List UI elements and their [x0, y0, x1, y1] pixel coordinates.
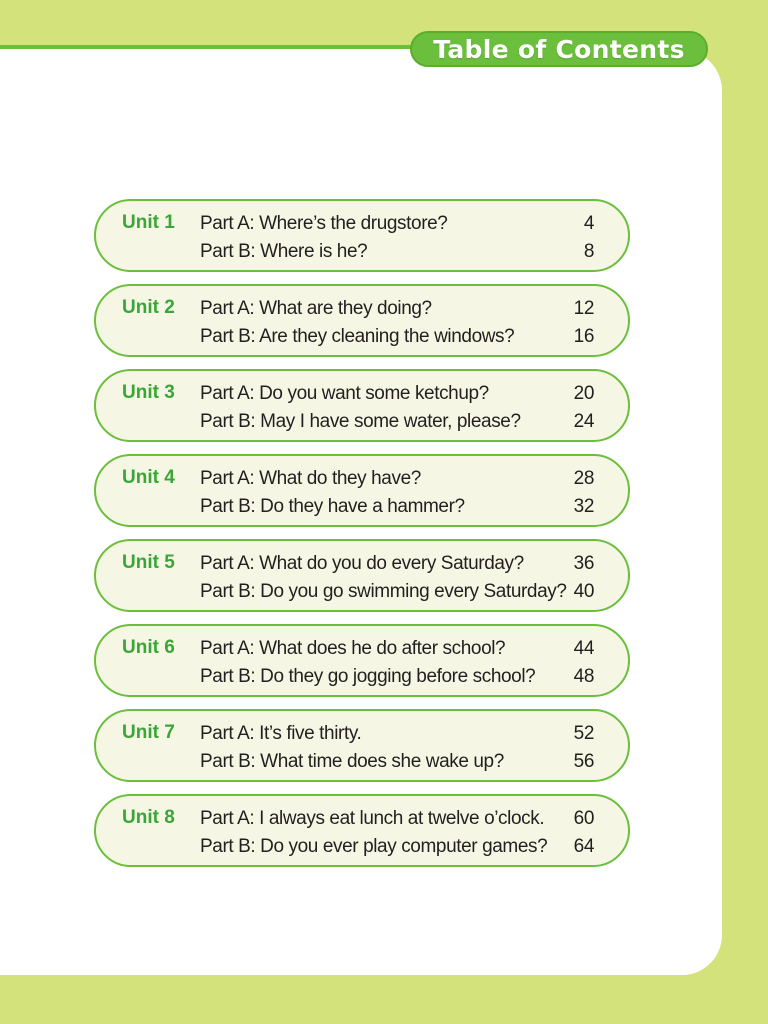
part-title: Part B: What time does she wake up?: [200, 751, 504, 772]
part-title: Part A: Do you want some ketchup?: [200, 383, 489, 404]
part-a-entry[interactable]: [200, 381, 594, 407]
part-a-entry[interactable]: [200, 551, 594, 577]
part-b-entry[interactable]: [200, 664, 594, 690]
part-title: Part A: What are they doing?: [200, 298, 432, 319]
page-number: 36: [573, 553, 594, 574]
part-title: Part B: May I have some water, please?: [200, 411, 521, 432]
page-number: 16: [573, 326, 594, 347]
part-title: Part A: What do they have?: [200, 468, 421, 489]
page-number: 28: [573, 468, 594, 489]
unit-label: Unit 7: [122, 722, 175, 743]
page-number: 24: [573, 411, 594, 432]
table-of-contents: [94, 199, 630, 879]
unit-row-7[interactable]: [94, 709, 630, 782]
part-title: Part A: I always eat lunch at twelve o’clock.: [200, 808, 545, 829]
part-b-entry[interactable]: [200, 579, 594, 605]
unit-row-3[interactable]: [94, 369, 630, 442]
part-a-entry[interactable]: [200, 721, 594, 747]
page-number: 20: [573, 383, 594, 404]
page-number: 56: [573, 751, 594, 772]
unit-label: Unit 5: [122, 552, 175, 573]
page-number: 4: [583, 213, 594, 234]
unit-row-4[interactable]: [94, 454, 630, 527]
part-title: Part B: Are they cleaning the windows?: [200, 326, 515, 347]
part-b-entry[interactable]: [200, 409, 594, 435]
part-a-entry[interactable]: [200, 636, 594, 662]
part-b-entry[interactable]: [200, 239, 594, 265]
page-number: 60: [573, 808, 594, 829]
part-b-entry[interactable]: [200, 494, 594, 520]
page-number: 12: [573, 298, 594, 319]
part-title: Part A: Where’s the drugstore?: [200, 213, 448, 234]
unit-row-2[interactable]: [94, 284, 630, 357]
unit-label: Unit 1: [122, 212, 175, 233]
unit-row-6[interactable]: [94, 624, 630, 697]
page-number: 48: [573, 666, 594, 687]
part-title: Part B: Do you ever play computer games?: [200, 836, 548, 857]
part-title: Part B: Do you go swimming every Saturday?: [200, 581, 567, 602]
part-a-entry[interactable]: [200, 296, 594, 322]
page-number: 52: [573, 723, 594, 744]
part-title: Part A: What does he do after school?: [200, 638, 506, 659]
unit-label: Unit 2: [122, 297, 175, 318]
part-title: Part B: Do they go jogging before school?: [200, 666, 536, 687]
unit-row-8[interactable]: [94, 794, 630, 867]
unit-label: Unit 3: [122, 382, 175, 403]
part-a-entry[interactable]: [200, 806, 594, 832]
part-a-entry[interactable]: [200, 211, 594, 237]
part-title: Part B: Where is he?: [200, 241, 368, 262]
page-title: Table of Contents: [410, 31, 708, 67]
unit-row-1[interactable]: [94, 199, 630, 272]
part-title: Part A: It’s five thirty.: [200, 723, 362, 744]
part-title: Part B: Do they have a hammer?: [200, 496, 465, 517]
unit-label: Unit 8: [122, 807, 175, 828]
part-b-entry[interactable]: [200, 834, 594, 860]
part-b-entry[interactable]: [200, 749, 594, 775]
page-number: 32: [573, 496, 594, 517]
unit-row-5[interactable]: [94, 539, 630, 612]
unit-label: Unit 6: [122, 637, 175, 658]
part-a-entry[interactable]: [200, 466, 594, 492]
page-number: 64: [573, 836, 594, 857]
part-b-entry[interactable]: [200, 324, 594, 350]
unit-label: Unit 4: [122, 467, 175, 488]
page-number: 40: [573, 581, 594, 602]
page-number: 44: [573, 638, 594, 659]
page-number: 8: [583, 241, 594, 262]
part-title: Part A: What do you do every Saturday?: [200, 553, 524, 574]
